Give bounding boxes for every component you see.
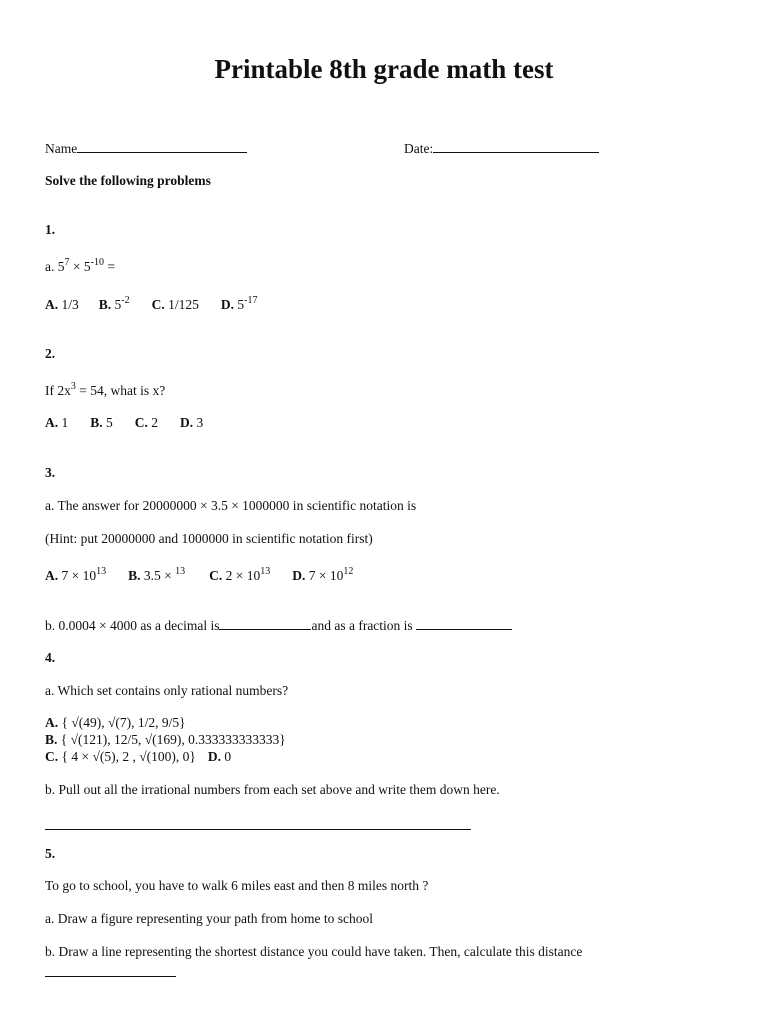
q2-option-d: 3 bbox=[196, 415, 204, 430]
q1-option-b-letter: B. bbox=[98, 297, 112, 312]
q4-answer-line[interactable] bbox=[45, 829, 471, 830]
q1-option-a: 1/3 bbox=[61, 297, 79, 312]
q3-part-b-text-2: and as a fraction is bbox=[311, 618, 417, 633]
instructions: Solve the following problems bbox=[45, 173, 211, 188]
q4-option-b-text: { √(121), 12/5, √(169), 0.333333333333} bbox=[57, 732, 286, 747]
q2-exponent: 3 bbox=[70, 381, 76, 392]
q2-option-c: 2 bbox=[151, 415, 159, 430]
q2-option-a-letter: A. bbox=[45, 415, 59, 430]
q3-option-a-letter: A. bbox=[45, 568, 59, 583]
q4-option-b bbox=[45, 732, 286, 748]
q1-option-c-letter: C. bbox=[151, 297, 165, 312]
question-3-part-a: a. The answer for 20000000 × 3.5 × 1000000 in scientific notation is bbox=[45, 498, 417, 513]
q4-option-d-letter: D. bbox=[207, 749, 221, 764]
q1-prefix: a. 5 bbox=[45, 259, 65, 274]
q4-option-a-letter: A. bbox=[45, 715, 59, 730]
question-3-part-b bbox=[45, 617, 512, 634]
q1-exponent-2: -10 bbox=[90, 257, 104, 268]
q1-suffix: = bbox=[103, 259, 115, 274]
name-label: Name bbox=[45, 141, 78, 156]
q2-suffix: = 54, what is x? bbox=[75, 383, 166, 398]
decimal-answer-blank[interactable] bbox=[219, 617, 311, 630]
q2-option-d-letter: D. bbox=[180, 415, 194, 430]
q1-option-d-base: 5 bbox=[237, 297, 245, 312]
q1-mid: × 5 bbox=[69, 259, 91, 274]
q2-option-b-letter: B. bbox=[90, 415, 103, 430]
q4-option-c-text: { 4 × √(5), 2 , √(100), 0} bbox=[58, 749, 196, 764]
q3-option-c-base: 2 × 10 bbox=[225, 568, 261, 583]
name-field bbox=[45, 140, 247, 157]
page-title: Printable 8th grade math test bbox=[214, 54, 554, 84]
question-2-options bbox=[45, 415, 203, 431]
question-3-options bbox=[45, 568, 353, 584]
q2-option-b: 5 bbox=[106, 415, 113, 430]
q3-option-c-exp: 13 bbox=[260, 566, 271, 577]
q3-option-b-letter: B. bbox=[128, 568, 141, 583]
question-1-options bbox=[45, 297, 257, 313]
fraction-answer-blank[interactable] bbox=[416, 617, 512, 630]
q2-option-a: 1 bbox=[61, 415, 69, 430]
question-5-part-b: b. Draw a line representing the shortest distance you could have taken. Then, calculate this distance bbox=[45, 944, 583, 959]
date-field bbox=[404, 140, 599, 157]
q1-option-a-letter: A. bbox=[45, 297, 59, 312]
question-5-number: 5. bbox=[45, 846, 56, 861]
q1-option-b-exp: -2 bbox=[121, 295, 130, 306]
name-blank[interactable] bbox=[77, 140, 247, 153]
question-1-expression bbox=[45, 259, 115, 275]
q4-option-b-letter: B. bbox=[45, 732, 58, 747]
question-5-intro: To go to school, you have to walk 6 miles east and then 8 miles north ? bbox=[45, 878, 429, 893]
q3-option-a-exp: 13 bbox=[96, 566, 107, 577]
question-2-number: 2. bbox=[45, 346, 56, 361]
question-4-number: 4. bbox=[45, 650, 56, 665]
question-1-number: 1. bbox=[45, 222, 56, 237]
question-4-part-a: a. Which set contains only rational numbers? bbox=[45, 683, 289, 698]
q4-option-c bbox=[45, 749, 231, 765]
q3-option-b-exp: 13 bbox=[175, 566, 186, 577]
q1-option-d-exp: -17 bbox=[244, 295, 258, 306]
q2-option-c-letter: C. bbox=[134, 415, 148, 430]
q3-option-d-exp: 12 bbox=[343, 566, 354, 577]
date-label: Date: bbox=[404, 141, 434, 156]
q1-option-d-letter: D. bbox=[220, 297, 235, 312]
q4-option-a-text: { √(49), √(7), 1/2, 9/5} bbox=[58, 715, 186, 730]
question-3-number: 3. bbox=[45, 465, 56, 480]
q4-option-d-text: 0 bbox=[221, 749, 232, 764]
question-4-part-b: b. Pull out all the irrational numbers from each set above and write them down here. bbox=[45, 782, 500, 797]
question-3-hint: (Hint: put 20000000 and 1000000 in scientific notation first) bbox=[45, 531, 373, 546]
q3-option-b-base: 3.5 × bbox=[143, 568, 176, 583]
q3-option-d-base: 7 × 10 bbox=[308, 568, 344, 583]
question-2-expression bbox=[45, 383, 165, 399]
q1-option-c: 1/125 bbox=[168, 297, 199, 312]
q4-option-a bbox=[45, 715, 186, 731]
q5-answer-line[interactable] bbox=[45, 976, 176, 977]
question-5-part-a: a. Draw a figure representing your path from home to school bbox=[45, 911, 374, 926]
q1-option-b-base: 5 bbox=[114, 297, 122, 312]
q3-option-a-base: 7 × 10 bbox=[61, 568, 97, 583]
q3-part-b-text-1: b. 0.0004 × 4000 as a decimal is bbox=[45, 618, 220, 633]
q4-option-c-letter: C. bbox=[45, 749, 59, 764]
date-blank[interactable] bbox=[433, 140, 599, 153]
q3-option-c-letter: C. bbox=[209, 568, 223, 583]
q1-exponent-1: 7 bbox=[64, 257, 70, 268]
q2-prefix: If 2x bbox=[45, 383, 71, 398]
q3-option-d-letter: D. bbox=[292, 568, 306, 583]
